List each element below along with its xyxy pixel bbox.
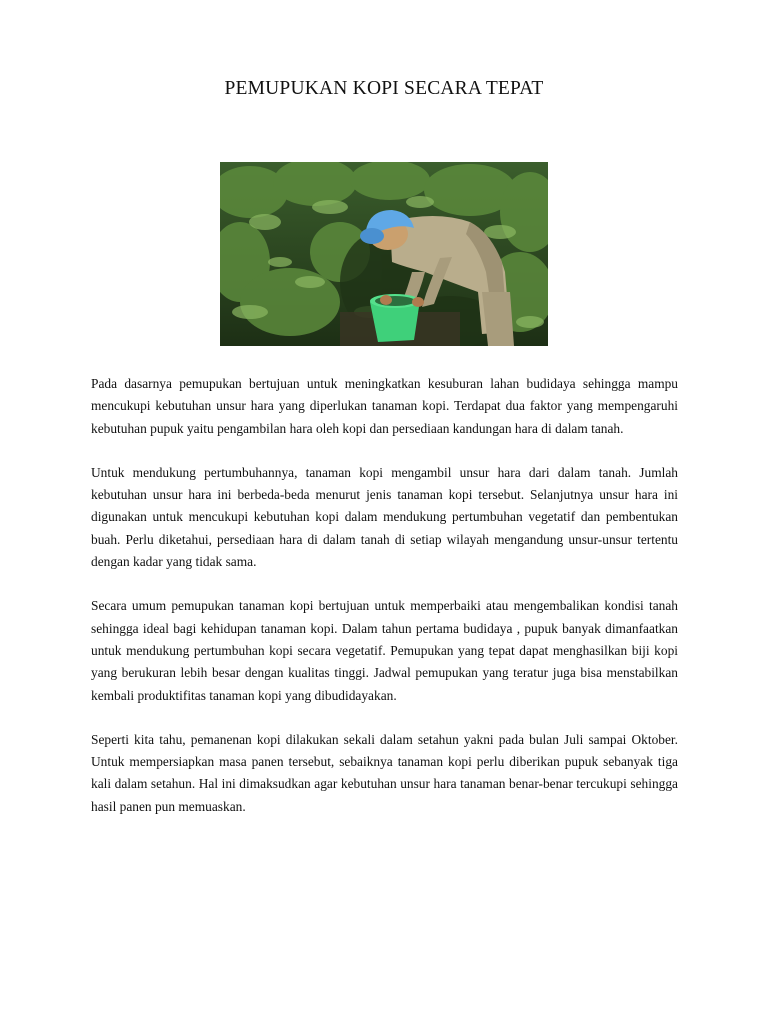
paragraph-2: Untuk mendukung pertumbuhannya, tanaman kopi mengambil unsur hara dari dalam tanah. Jumlah kebutuhan unsur hara ini berbeda-beda menurut jenis tanaman kopi tersebut. Selanjutnya unsur hara ini digunakan untuk mencukupi kebutuhan kopi dalam mendukung pertumbuhan vegetatif dan pembentukan buah. Perlu diketahui, persediaan hara di dalam tanah di setiap wilayah mengandung unsur-unsur tertentu dengan kadar yang tidak sama. xyxy=(91,464,678,570)
article-body xyxy=(91,373,678,840)
document-title: PEMUPUKAN KOPI SECARA TEPAT xyxy=(224,78,544,99)
paragraph-3: Secara umum pemupukan tanaman kopi bertujuan untuk memperbaiki atau mengembalikan kondisi tanah sehingga ideal bagi kehidupan tanaman kopi. Dalam tahun pertama budidaya , pupuk banyak dimanfaatkan untuk mendukung pertumbuhan kopi secara vegetatif. Pemupukan yang tepat dapat menghasilkan biji kopi yang berukuran lebih besar dengan kualitas tinggi. Jadwal pemupukan yang teratur juga bisa menstabilkan kembali produktifitas tanaman kopi yang dibudidayakan. xyxy=(91,598,678,703)
paragraph-4: Seperti kita tahu, pemanenan kopi dilakukan sekali dalam setahun yakni pada bulan Juli sampai Oktober. Untuk mempersiapkan masa panen tersebut, sebaiknya tanaman kopi perlu diberikan pupuk sebanyak tiga kali dalam setahun. Hal ini dimaksudkan agar kebutuhan unsur hara tanaman benar-benar tercukupi sehingga hasil panen pun memuaskan. xyxy=(91,731,678,814)
coffee-farmer-photo xyxy=(220,162,548,346)
paragraph-1: Pada dasarnya pemupukan bertujuan untuk meningkatkan kesuburan lahan budidaya sehingga mampu mencukupi kebutuhan unsur hara yang diperlukan tanaman kopi. Terdapat dua faktor yang mempengaruhi kebutuhan pupuk yaitu pengambilan hara oleh kopi dan persediaan kandungan hara di dalam tanah. xyxy=(91,376,678,436)
